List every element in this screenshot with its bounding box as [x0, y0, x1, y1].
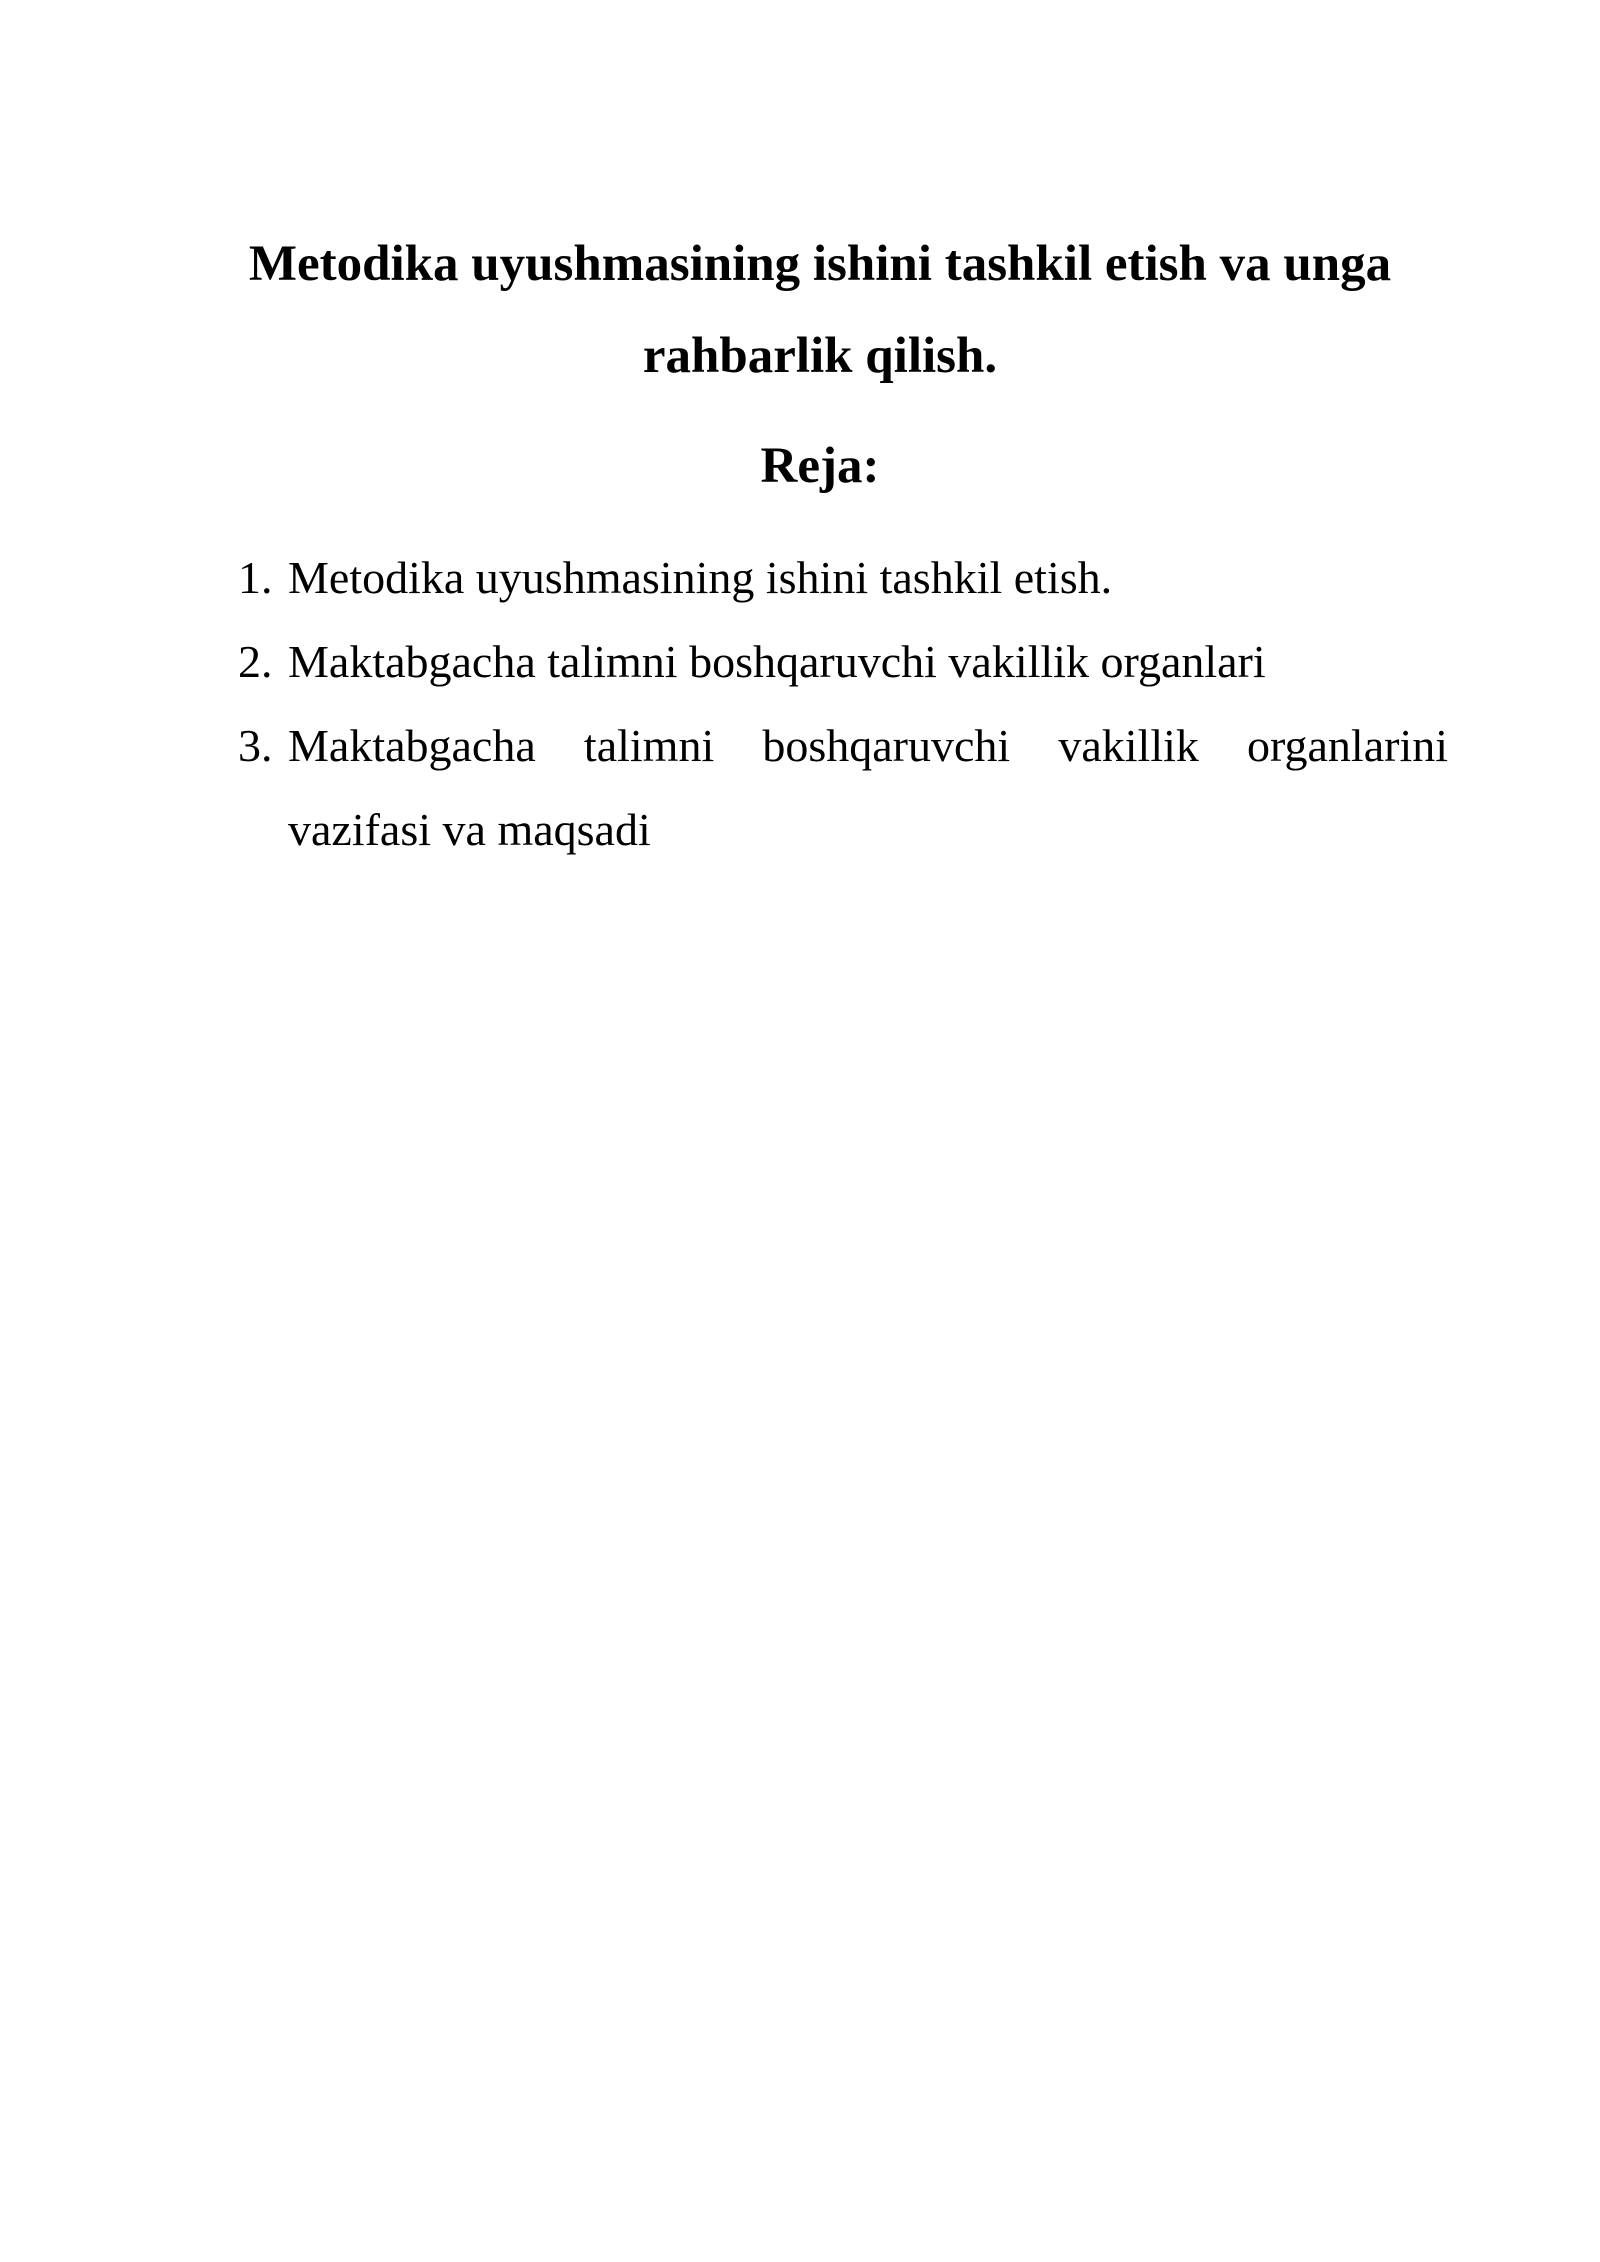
plan-item-3: [230, 704, 1448, 872]
plan-item-number: 2.: [238, 636, 273, 687]
document-title: [200, 218, 1440, 402]
plan-heading: Reja:: [760, 438, 880, 494]
plan-item-text: Maktabgacha talimni boshqaruvchi vakillik organlarini vazifasi va maqsadi: [288, 720, 1448, 855]
plan-item-text: Maktabgacha talimni boshqaruvchi vakillik organlari: [288, 636, 1266, 687]
title-line-1: Metodika uyushmasining ishini tashkil etish va unga: [248, 236, 1392, 292]
plan-item-number: 3.: [238, 720, 273, 771]
title-line-2: rahbarlik qilish.: [642, 328, 998, 384]
plan-item-number: 1.: [238, 552, 273, 603]
plan-item-2: [230, 620, 1448, 704]
plan-item-text: Metodika uyushmasining ishini tashkil etish.: [288, 552, 1113, 603]
plan-list: [230, 536, 1448, 872]
plan-item-1: [230, 536, 1448, 620]
